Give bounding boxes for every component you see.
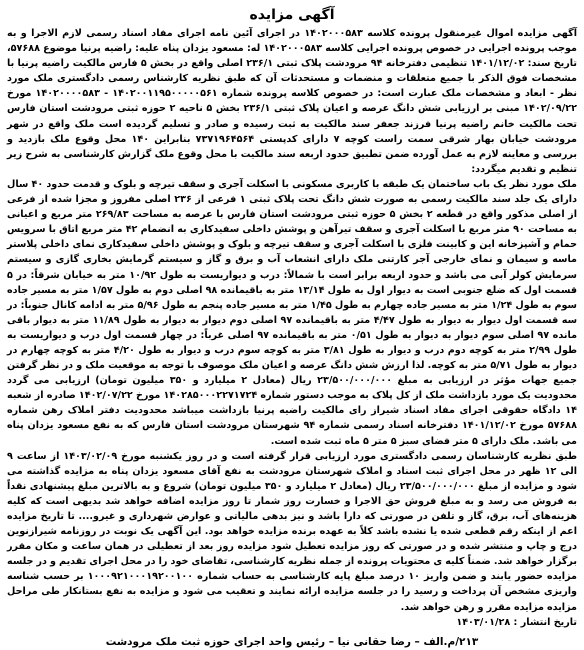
notice-paragraph-intro: آگهی مزایده اموال غیرمنقول پرونده کلاسه ۱۴۰۲۰۰۰۵۸۳ در اجرای آئین نامه اجرای مفاد اسناد رسمی لازم الاجرا و به موجب پرونده اجرایی در خصوص پرونده اجرایی کلاسه ۱۴۰۲۰۰۰۵۸۳ له: مسعود یزدان پناه علیه: راضیه پرنیا موضوع ۵۷۶۸۸، تاریخ سند: ۱۴۰۱/۱۲/۰۲ تنظیمی دفترخانه ۹۴ مرودشت پلاک ثبتی ۲۳۶/۱ اصلی واقع در بخش ۵ فارس مالکیت راضیه پرنیا با مشخصات فوق الذکر با جمیع متعلقات و منضمات و مستحدثات آن که طبق نظریه کارشناس رسمی دادگستری ملک مورد نظر - ابعاد و مشخصات ملک عبارت است: در خصوص کلاسه پرونده شماره ۱۴۰۲۰۰۱۱۹۵۰۰۰۰۰۵۶۱ - ۱۴۰۲۰۰۰۰۵۸۳ مورخ ۱۴۰۲/۰۹/۲۲ مبنی بر ارزیابی شش دانگ عرصه و اعیان پلاک ثبتی ۲۳۶/۱ بخش ۵ ناحیه ۲ حوزه ثبتی مرودشت استان فارس تحت مالکیت خانم راضیه پرنیا فرزند جعفر سند مالکیت به ثبت رسیده و صادر و تسلیم گردیده است ملک واقع در شهر مرودشت خیابان بهار شرقی سمت راست کوچه ۷ دارای کدپستی ۷۳۷۱۹۶۴۵۶۴ بنابراین ۱۴۰ محل وقوع ملک بازدید و بررسی و معاینه لازم به عمل آورده ضمن تطبیق حدود اربعه سند مالکیت با محل وقوع ملک گزارش کارشناسی به شرح زیر تنظیم و تقدیم میگردد: xyxy=(7,28,578,175)
notice-paragraph-property-description: ملک مورد نظر یک باب ساختمان یک طبقه با کاربری مسکونی با اسکلت آجری و سقف تیرچه و بلوک و قدمت حدود ۴۰ سال دارای یک جلد سند مالکیت رسمی به صورت شش دانگ تحت پلاک ثبتی ۱ فرعی از ۲۳۶ اصلی مفروز و مجزا شده از فرعی از اصلی مذکور واقع در قطعه ۲ بخش ۵ حوزه ثبتی مرودشت استان فارس با عرصه به مساحت ۲۶۹/۸۳ متر مربع و اعیانی به مساحت ۹۰ متر مربع با اسکلت آجری و سقف تیرآهن و پوشش داخلی سفیدکاری به انضمام ۴۲ متر مربع اتاق با سرویس حمام و آشپزخانه این و کابینت فلزی با اسکلت آجری و سقف تیرچه و بلوک و پوشش داخلی سفیدکاری نمای داخلی پلاستر ماسه و سیمان و نمای خارجی آجر کارتنی ملک دارای انشعاب آب و برق و گاز و سیستم گرمایش بخاری گازی و سیستم سرمایش کولر آبی می باشد و حدود اربعه برابر است با شمالاً: درب و دیواریست به طول ۱۰/۹۲ متر به خیابان شرقاً: در ۵ قسمت اول که ضلع جنوبی است به دیوار اول به طول ۱۳/۱۴ متر به باقیمانده ۹۸ اصلی دوم به طول ۱/۵۷ متر به مسیر جاده سوم به طول ۱/۲۴ متر به مسیر جاده چهارم به طول ۱/۴۵ متر به مسیر جاده پنجم به طول ۵/۹۶ متر به ادامه کانال جنوباً: در سه قسمت اول دیوار به دیوار به طول ۴/۴۷ متر به باقیمانده ۹۷ اصلی دوم دیوار به دیوار به طول ۱۱/۸۹ متر به دیوار باقی مانده ۹۷ اصلی سوم دیوار به دیوار به طول ۰/۵۱ متر به باقیمانده ۹۷ اصلی غرباً: در چهار قسمت اول درب و دیواریست به طول ۲/۹۹ متر به کوچه دوم درب و دیوار به طول ۳/۸۱ متر به کوچه سوم درب و دیوار به طول ۴/۲۰ متر به کوچه چهارم در دیوار به طول ۵/۷۱ متر به کوچه. لذا ارزش شش دانگ عرصه و اعیان ملک موصوف با توجه به موقعیت ملک و در نظر گرفتن جمیع جهات مؤثر در ارزیابی به مبلغ ۲۳/۵۰۰/۰۰۰/۰۰۰ ریال (معادل ۲ میلیارد و ۳۵۰ میلیون تومان) ارزیابی می گردد محدودیت یک مورد بازداشت ملک از کل پلاک به موجب دستور شماره ۱۴۰۲۸۵۰۰۰۲۲۷۱۷۲۴ مورخ ۱۴۰۲/۰۷/۲۲ صادره از شعبه ۱۴ دادگاه حقوقی اجرای مفاد اسناد شیراز رای مالکیت راضیه پرنیا بازداشت میباشد محدودیت دفتر املاک رهن شماره ۵۷۶۸۸ مورخ ۱۴۰۱/۱۲/۰۲ دفترخانه اسناد رسمی شماره ۹۴ شهرستان مرودشت استان فارس که به نفع مسعود یزدان پناه می باشد. ملک دارای ۵ متر فضای سبز ۵ متر ۵ ماه ثبت شده است. xyxy=(7,178,578,447)
notice-signature: ۲۱۳/م.الف – رضا حقانی نیا – رئیس واحد اجرای حوزه ثبت ملک مرودشت xyxy=(105,635,479,648)
notice-title: آگهی مزایده xyxy=(249,7,335,23)
publication-date: تاریخ انتشار : ۱۴۰۳/۰۱/۲۸ xyxy=(456,616,577,628)
notice-paragraph-auction-terms: طبق نظریه کارشناسان رسمی دادگستری مورد ارزیابی قرار گرفته است و در روز یکشنبه مورخ ۱۴۰۳/۰۲/۰۹ از ساعت ۹ الی ۱۲ ظهر در محل اجرای ثبت اسناد و املاک شهرستان مرودشت به نفع آقای مسعود یزدان پناه به مزایده گذاشته می شود و مزایده از مبلغ ۲۳/۵۰۰/۰۰۰/۰۰۰ ریال (معادل ۲ میلیارد و ۳۵۰ میلیون تومان) شروع و به بالاترین مبلغ پیشنهادی نقداً به فروش می رسد و به مبلغ فروش حق الاجرا و خسارت روز شمار تا روز مزایده اضافه خواهد شد بدیهی است که کلیه هزینه‌های آب، برق، گاز و تلفن در صورتی که دارا باشد و نیز بدهی مالیاتی و عوارض شهرداری و غیرو.... تا تاریخ مزایده اعم از اینکه رقم قطعی شده یا نشده باشد کلاً به عهده برنده مزایده خواهد بود. این آگهی یک نوبت در روزنامه شیرازنوین درج و چاپ و منتشر شده و در صورتی که روز مزایده تعطیل شود مزایده روز بعد از تعطیلی در همان ساعت و مکان مقرر برگزار خواهد شد. ضمناً کلیه ی محتویات پرونده از جمله نظریه کارشناسی، تقاضای خود را در محل اجرای تقدیم و در جلسه مزایده حضور یابند و ضمن واریز ۱۰ درصد مبلغ پایه کارشناسی به حساب شماره ۱۰۰۰۹۲۱۰۰۰۱۹۲۰۰۱۰۰ بر حسب شناسه واریزی مشخص آن پرداخت و رسید را در جلسه مزایده ارائه نمایند و تعقیب می شود و مزایده به نفع بستانکار طی مراحل مزایده مزایده مقرر و رهن خواهد شد. xyxy=(7,450,578,613)
